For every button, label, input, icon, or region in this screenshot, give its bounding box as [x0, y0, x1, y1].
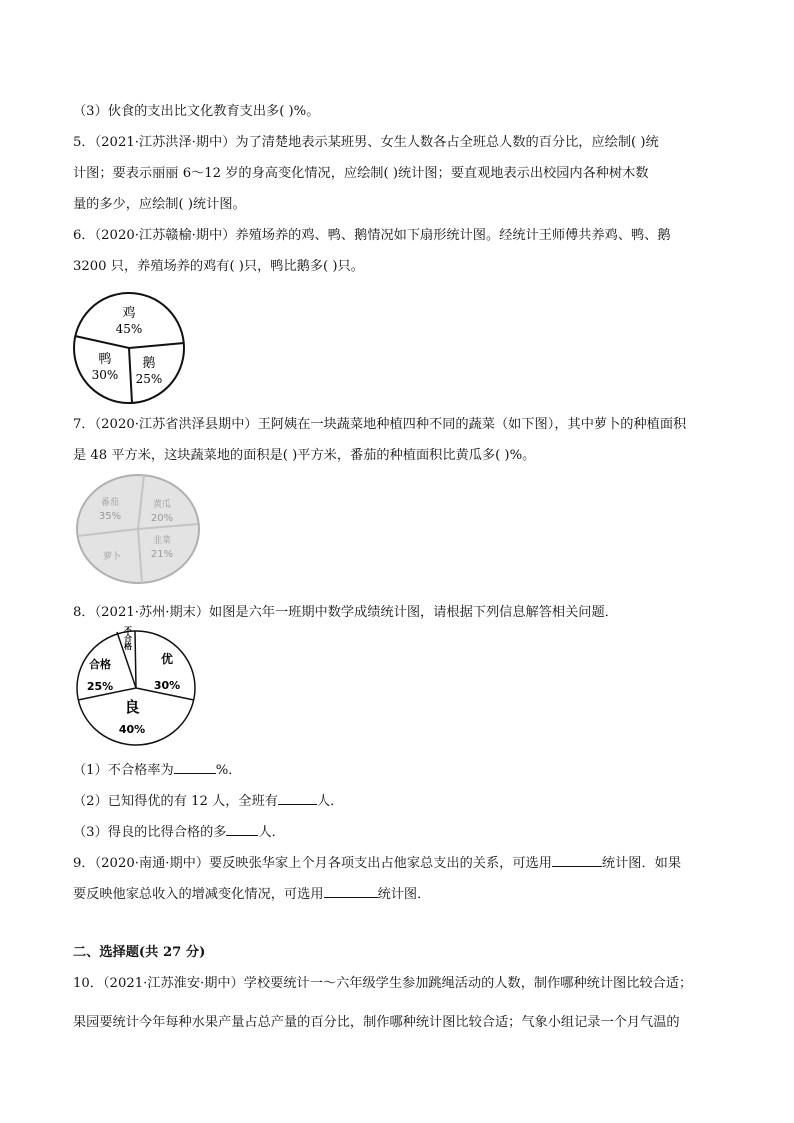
- answer-blank[interactable]: [174, 760, 216, 774]
- slice-label-cucumber: 黄瓜: [152, 500, 172, 510]
- pie-divider: [135, 631, 136, 688]
- q8-part3-text: （3）得良的比得合格的多: [73, 825, 227, 840]
- grades-pie-chart: [76, 626, 196, 746]
- q5-line-1: 5．（2021·江苏洪泽·期中）为了清楚地表示某班男、女生人数各占全班总人数的百分比，应绘制( )统: [73, 135, 659, 150]
- q4-part3-line: （3）伙食的支出比文化教育支出多( )%。: [73, 104, 320, 119]
- q9-line-1: [73, 853, 681, 873]
- q8-part2-text: （2）已知得优的有 12 人，全班有: [73, 794, 278, 809]
- q10-line-1: 10．（2021·江苏淮安·期中）学校要统计一～六年级学生参加跳绳活动的人数，制作哪种统计图比较合适；: [73, 976, 693, 991]
- slice-label-excellent: 优: [160, 652, 174, 666]
- section-heading-choice: 二、选择题(共 27 分): [73, 945, 206, 960]
- slice-value-pass: 25%: [86, 680, 114, 693]
- answer-blank[interactable]: [324, 884, 378, 898]
- q10-line-2: 果园要统计今年每种水果产量占总产量的百分比，制作哪种统计图比较合适；气象小组记录一个月气温的: [73, 1015, 680, 1030]
- q9-line-2: [73, 884, 430, 904]
- slice-value-good: 40%: [118, 723, 146, 736]
- q9-text-1: 9．（2020·南通·期中）要反映张华家上个月各项支出占他家总支出的关系，可选用: [73, 856, 552, 871]
- slice-label-chives: 韭菜: [152, 536, 172, 546]
- poultry-pie-chart: [72, 292, 186, 404]
- slice-value-duck: 30%: [91, 368, 119, 382]
- q8-line-1: 8．（2021·苏州·期末）如图是六年一班期中数学成绩统计图，请根据下列信息解答相关问题．: [73, 605, 618, 620]
- slice-label-good: 良: [124, 698, 140, 716]
- slice-label-duck: 鸭: [98, 352, 112, 367]
- slice-label-tomato: 番茄: [100, 498, 120, 508]
- vegetable-pie-chart: [76, 474, 200, 584]
- slice-label-pass: 合格: [89, 658, 111, 671]
- slice-value-tomato: 35%: [98, 511, 122, 522]
- q5-line-3: 量的多少，应绘制( )统计图。: [73, 197, 246, 212]
- q8-part3-unit: 人．: [258, 825, 285, 840]
- slice-label-radish: 萝卜: [102, 552, 122, 562]
- slice-value-cucumber: 20%: [150, 513, 174, 524]
- slice-value-excellent: 30%: [153, 679, 181, 692]
- answer-blank[interactable]: [278, 791, 317, 805]
- answer-blank[interactable]: [226, 822, 258, 836]
- q6-line-2: 3200 只，养殖场养的鸡有( )只，鸭比鹅多( )只。: [73, 259, 364, 274]
- q5-line-2: 计图；要表示丽丽 6～12 岁的身高变化情况，应绘制( )统计图；要直观地表示出校园内各种树木数: [73, 166, 649, 181]
- q9-text-4: 统计图．: [377, 887, 431, 902]
- q8-part2-unit: 人．: [317, 794, 344, 809]
- answer-blank[interactable]: [552, 853, 602, 867]
- slice-label-chicken: 鸡: [122, 306, 136, 321]
- slice-value-chicken: 45%: [115, 322, 143, 336]
- q8-part1-unit: %．: [215, 763, 242, 778]
- q7-line-1: 7．（2020·江苏省洪泽县期中）王阿姨在一块蔬菜地种植四种不同的蔬菜（如下图），其中萝卜的种植面积: [73, 417, 687, 432]
- slice-value-goose: 25%: [135, 372, 163, 386]
- slice-value-chives: 21%: [150, 549, 174, 560]
- q9-text-3: 要反映他家总收入的增减变化情况，可选用: [73, 887, 324, 902]
- q8-part1-text: （1）不合格率为: [73, 763, 174, 778]
- q7-line-2: 是 48 平方米，这块蔬菜地的面积是( )平方米，番茄的种植面积比黄瓜多( )%。: [73, 448, 536, 463]
- q8-part3-line: [73, 822, 285, 842]
- q8-part2-line: [73, 791, 343, 811]
- q6-line-1: 6．（2020·江苏赣榆·期中）养殖场养的鸡、鸭、鹅情况如下扇形统计图。经统计王师傅共养鸡、鸭、鹅: [73, 228, 671, 243]
- slice-label-fail: 不合格: [123, 626, 133, 650]
- q9-text-2: 统计图．如果: [601, 856, 682, 871]
- slice-label-goose: 鹅: [142, 356, 156, 371]
- q8-part1-line: [73, 760, 241, 780]
